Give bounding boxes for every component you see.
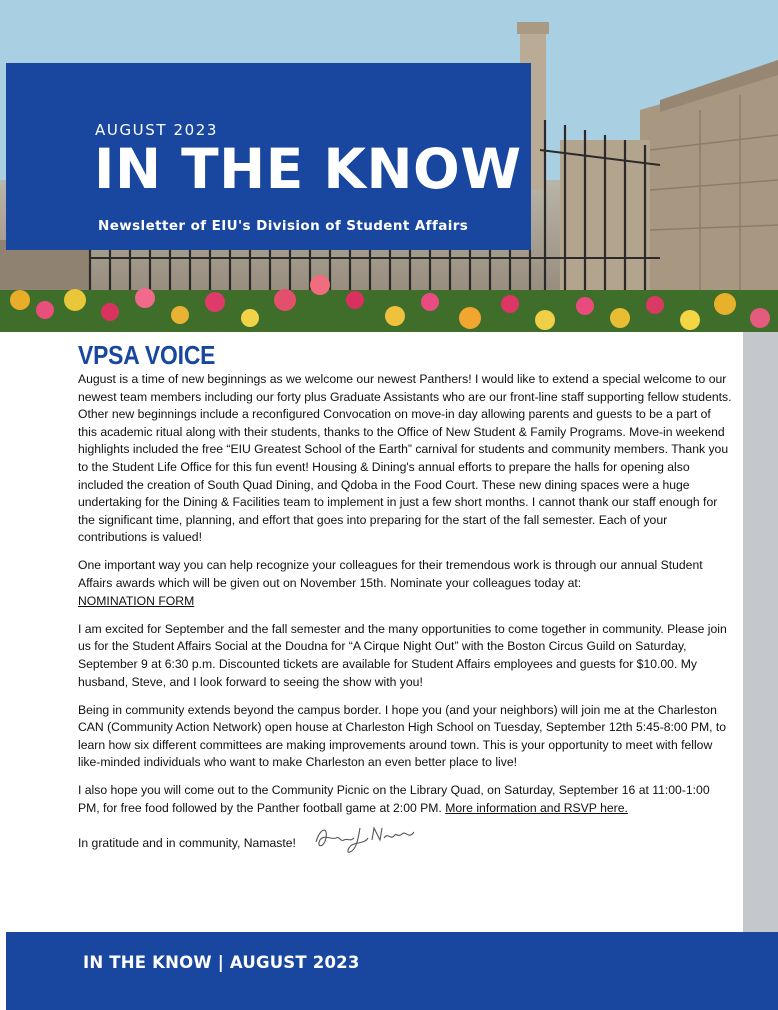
newsletter-subtitle: Newsletter of EIU's Division of Student Affairs	[98, 218, 469, 234]
hero-banner	[0, 0, 778, 332]
signature-image	[310, 818, 420, 858]
issue-date: AUGUST 2023	[95, 121, 219, 139]
paragraph-4: Being in community extends beyond the campus border. I hope you (and your neighbors) will join me at the Charleston CAN (Community Action Network) open house at Charleston High School on Tuesday, September 12th 5:45-8:00 PM, to learn how six different committees are making improvements around town. This is your opportunity to meet with fellow like-minded individuals who want to make Charleston an even better place to live!	[78, 702, 727, 770]
paragraph-5	[78, 782, 733, 817]
nomination-form-link[interactable]: NOMINATION FORM	[78, 593, 195, 608]
section-heading: VPSA VOICE	[78, 340, 216, 370]
footer-bar	[6, 932, 778, 1010]
footer-title: IN THE KNOW | AUGUST 2023	[83, 953, 360, 972]
vpsa-section	[78, 338, 733, 858]
sidebar-rail	[743, 332, 778, 932]
paragraph-5-text: I also hope you will come out to the Community Picnic on the Library Quad, on Saturday, September 16 at 11:00-1:00 PM, for free food followed by the Panther football game at 2:00 PM.	[78, 783, 710, 816]
newsletter-title: IN THE KNOW	[94, 137, 522, 201]
paragraph-2-text: One important way you can help recognize your colleagues for their tremendous work is through our annual Student Affairs awards which will be given out on November 15th. Nominate your colleagues today at:	[78, 558, 703, 591]
rsvp-link[interactable]: More information and RSVP here.	[445, 801, 628, 816]
closing-line	[78, 826, 733, 858]
paragraph-3: I am excited for September and the fall semester and the many opportunities to come together in community. Please join us for the Student Affairs Social at the Doudna for “A Cirque Night Out” with the Boston Circus Guild on Saturday, September 9 at 6:30 p.m. Discounted tickets are available for Student Affairs employees and guests for $10.00. My husband, Steve, and I look forward to seeing the show with you!	[78, 621, 727, 689]
closing-text: In gratitude and in community, Namaste!	[78, 836, 296, 851]
paragraph-1: August is a time of new beginnings as we welcome our newest Panthers! I would like to extend a special welcome to our newest team members including our forty plus Graduate Assistants who are our front-line staff supporting fellow students. Other new beginnings include a reconfigured Convocation on move-in day allowing parents and guests to be a part of this academic ritual along with their students, thanks to the Office of New Student & Family Programs. Move-in weekend highlights included the free “EIU Greatest School of the Earth” carnival for students and community members. Thank you to the Student Life Office for this fun event! Housing & Dining's annual efforts to prepare the halls for opening also included the creation of South Quad Dining, and Qdoba in the Food Court. These new dining spaces were a huge undertaking for the Dining & Facilities team to implement in just a few short months. I cannot thank our staff enough for the significant time, planning, and effort that goes into preparing for the start of the fall semester. Each of your contributions is valued!	[78, 372, 732, 545]
title-panel	[6, 63, 531, 250]
paragraph-2	[78, 557, 733, 610]
